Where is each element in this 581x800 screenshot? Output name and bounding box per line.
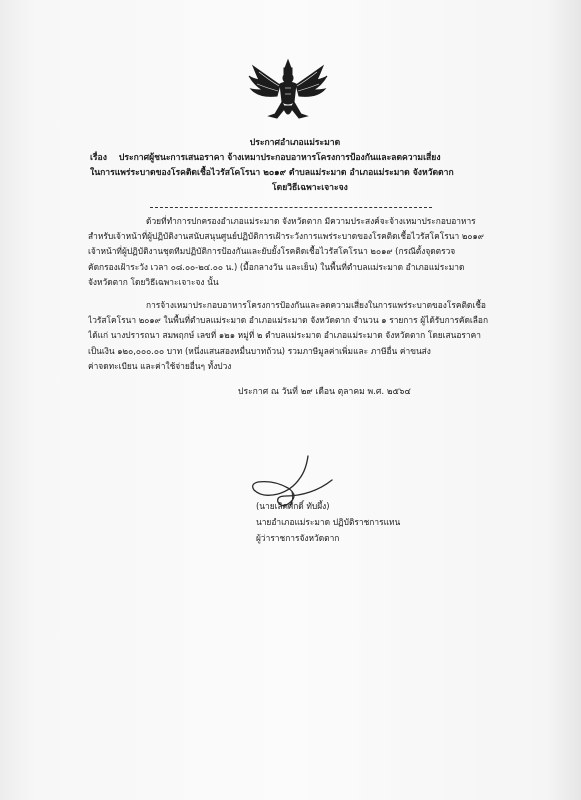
- paragraph-1-line: ด้วยที่ทำการปกครองอำเภอแม่ระมาด จังหวัดตาก มีความประสงค์จะจ้างเหมาประกอบอาหาร: [146, 216, 476, 226]
- garuda-emblem-icon: [247, 58, 329, 124]
- paragraph-2-line: ได้แก่ นางปรารถนา สมพฤกษ์ เลขที่ ๑๒๑ หมู่ที่ ๒ ตำบลแม่ระมาด อำเภอแม่ระมาด จังหวัดตาก โดยเสนอราคา: [88, 330, 481, 341]
- paragraph-2-line: เป็นเงิน ๑๒๐,๐๐๐.๐๐ บาท (หนึ่งแสนสองหมื่นบาทถ้วน) รวมภาษีมูลค่าเพิ่มและ ภาษีอื่น ค่าขนส่ง: [88, 345, 431, 356]
- announcement-heading: [60, 136, 530, 196]
- announcement-date: ประกาศ ณ วันที่ ๒๙ เดือน ตุลาคม พ.ศ. ๒๕๖๔: [238, 387, 411, 397]
- announcement-body: [88, 214, 508, 382]
- paragraph-1-line: จังหวัดตาก โดยวิธีเฉพาะเจาะจง นั้น: [88, 276, 219, 287]
- signer-name: (นายเลิศศักดิ์ ทับผึ้ง): [256, 501, 330, 511]
- paragraph-1-line: สำหรับเจ้าหน้าที่ผู้ปฏิบัติงานสนับสนุนศูนย์ปฏิบัติการเฝ้าระวังการแพร่ระบาดของโรคติดเชื้อไวรัสโคโรนา ๒๐๑๙: [88, 231, 484, 242]
- paragraph-1-line: คัดกรองเฝ้าระวัง เวลา ๐๘.๐๐-๒๔.๐๐ น.) (มื้อกลางวัน และเย็น) ในพื้นที่ตำบลแม่ระมาด อำเภอแม่ระมาด: [88, 261, 465, 272]
- paragraph-2-line: การจ้างเหมาประกอบอาหารโครงการป้องกันและลดความเสี่ยงในการแพร่ระบาดของโรคติดเชื้อ: [146, 300, 486, 311]
- subject-text-2: ในการแพร่ระบาดของโรคติดเชื้อไวรัสโคโรนา ๒๐๑๙ ตำบลแม่ระมาด อำเภอแม่ระมาด จังหวัดตาก: [90, 168, 454, 178]
- paragraph-2-line: ค่าจดทะเบียน และค่าใช้จ่ายอื่นๆ ทั้งปวง: [88, 360, 232, 371]
- paragraph-1: [88, 214, 508, 290]
- announcement-title: ประกาศอำเภอแม่ระมาด: [249, 138, 341, 148]
- signer-position: นายอำเภอแม่ระมาด ปฏิบัติราชการแทน: [256, 517, 401, 527]
- paragraph-1-line: เจ้าหน้าที่ผู้ปฏิบัติงานชุดทีมปฏิบัติการป้องกันและยับยั้งโรคติดเชื้อไวรัสโคโรนา ๒๐๑๙ (กรณีตั้งจุดตรวจ: [88, 246, 456, 257]
- subject-text-1: ประกาศผู้ชนะการเสนอราคา จ้างเหมาประกอบอาหารโครงการป้องกันและลดความเสี่ยง: [118, 153, 441, 163]
- signer-block: [256, 498, 400, 546]
- paragraph-2-line: ไวรัสโคโรนา ๒๐๑๙ ในพื้นที่ตำบลแม่ระมาด อำเภอแม่ระมาด จังหวัดตาก จำนวน ๑ รายการ ผู้ได้รับการคัดเลือก: [88, 315, 489, 326]
- subject-label: เรื่อง: [90, 153, 107, 163]
- subject-line: [60, 151, 530, 166]
- divider-line: [150, 207, 432, 208]
- subject-text-3: โดยวิธีเฉพาะเจาะจง: [272, 183, 348, 193]
- signer-position: ผู้ว่าราชการจังหวัดตาก: [256, 533, 340, 543]
- paragraph-2: [88, 298, 508, 374]
